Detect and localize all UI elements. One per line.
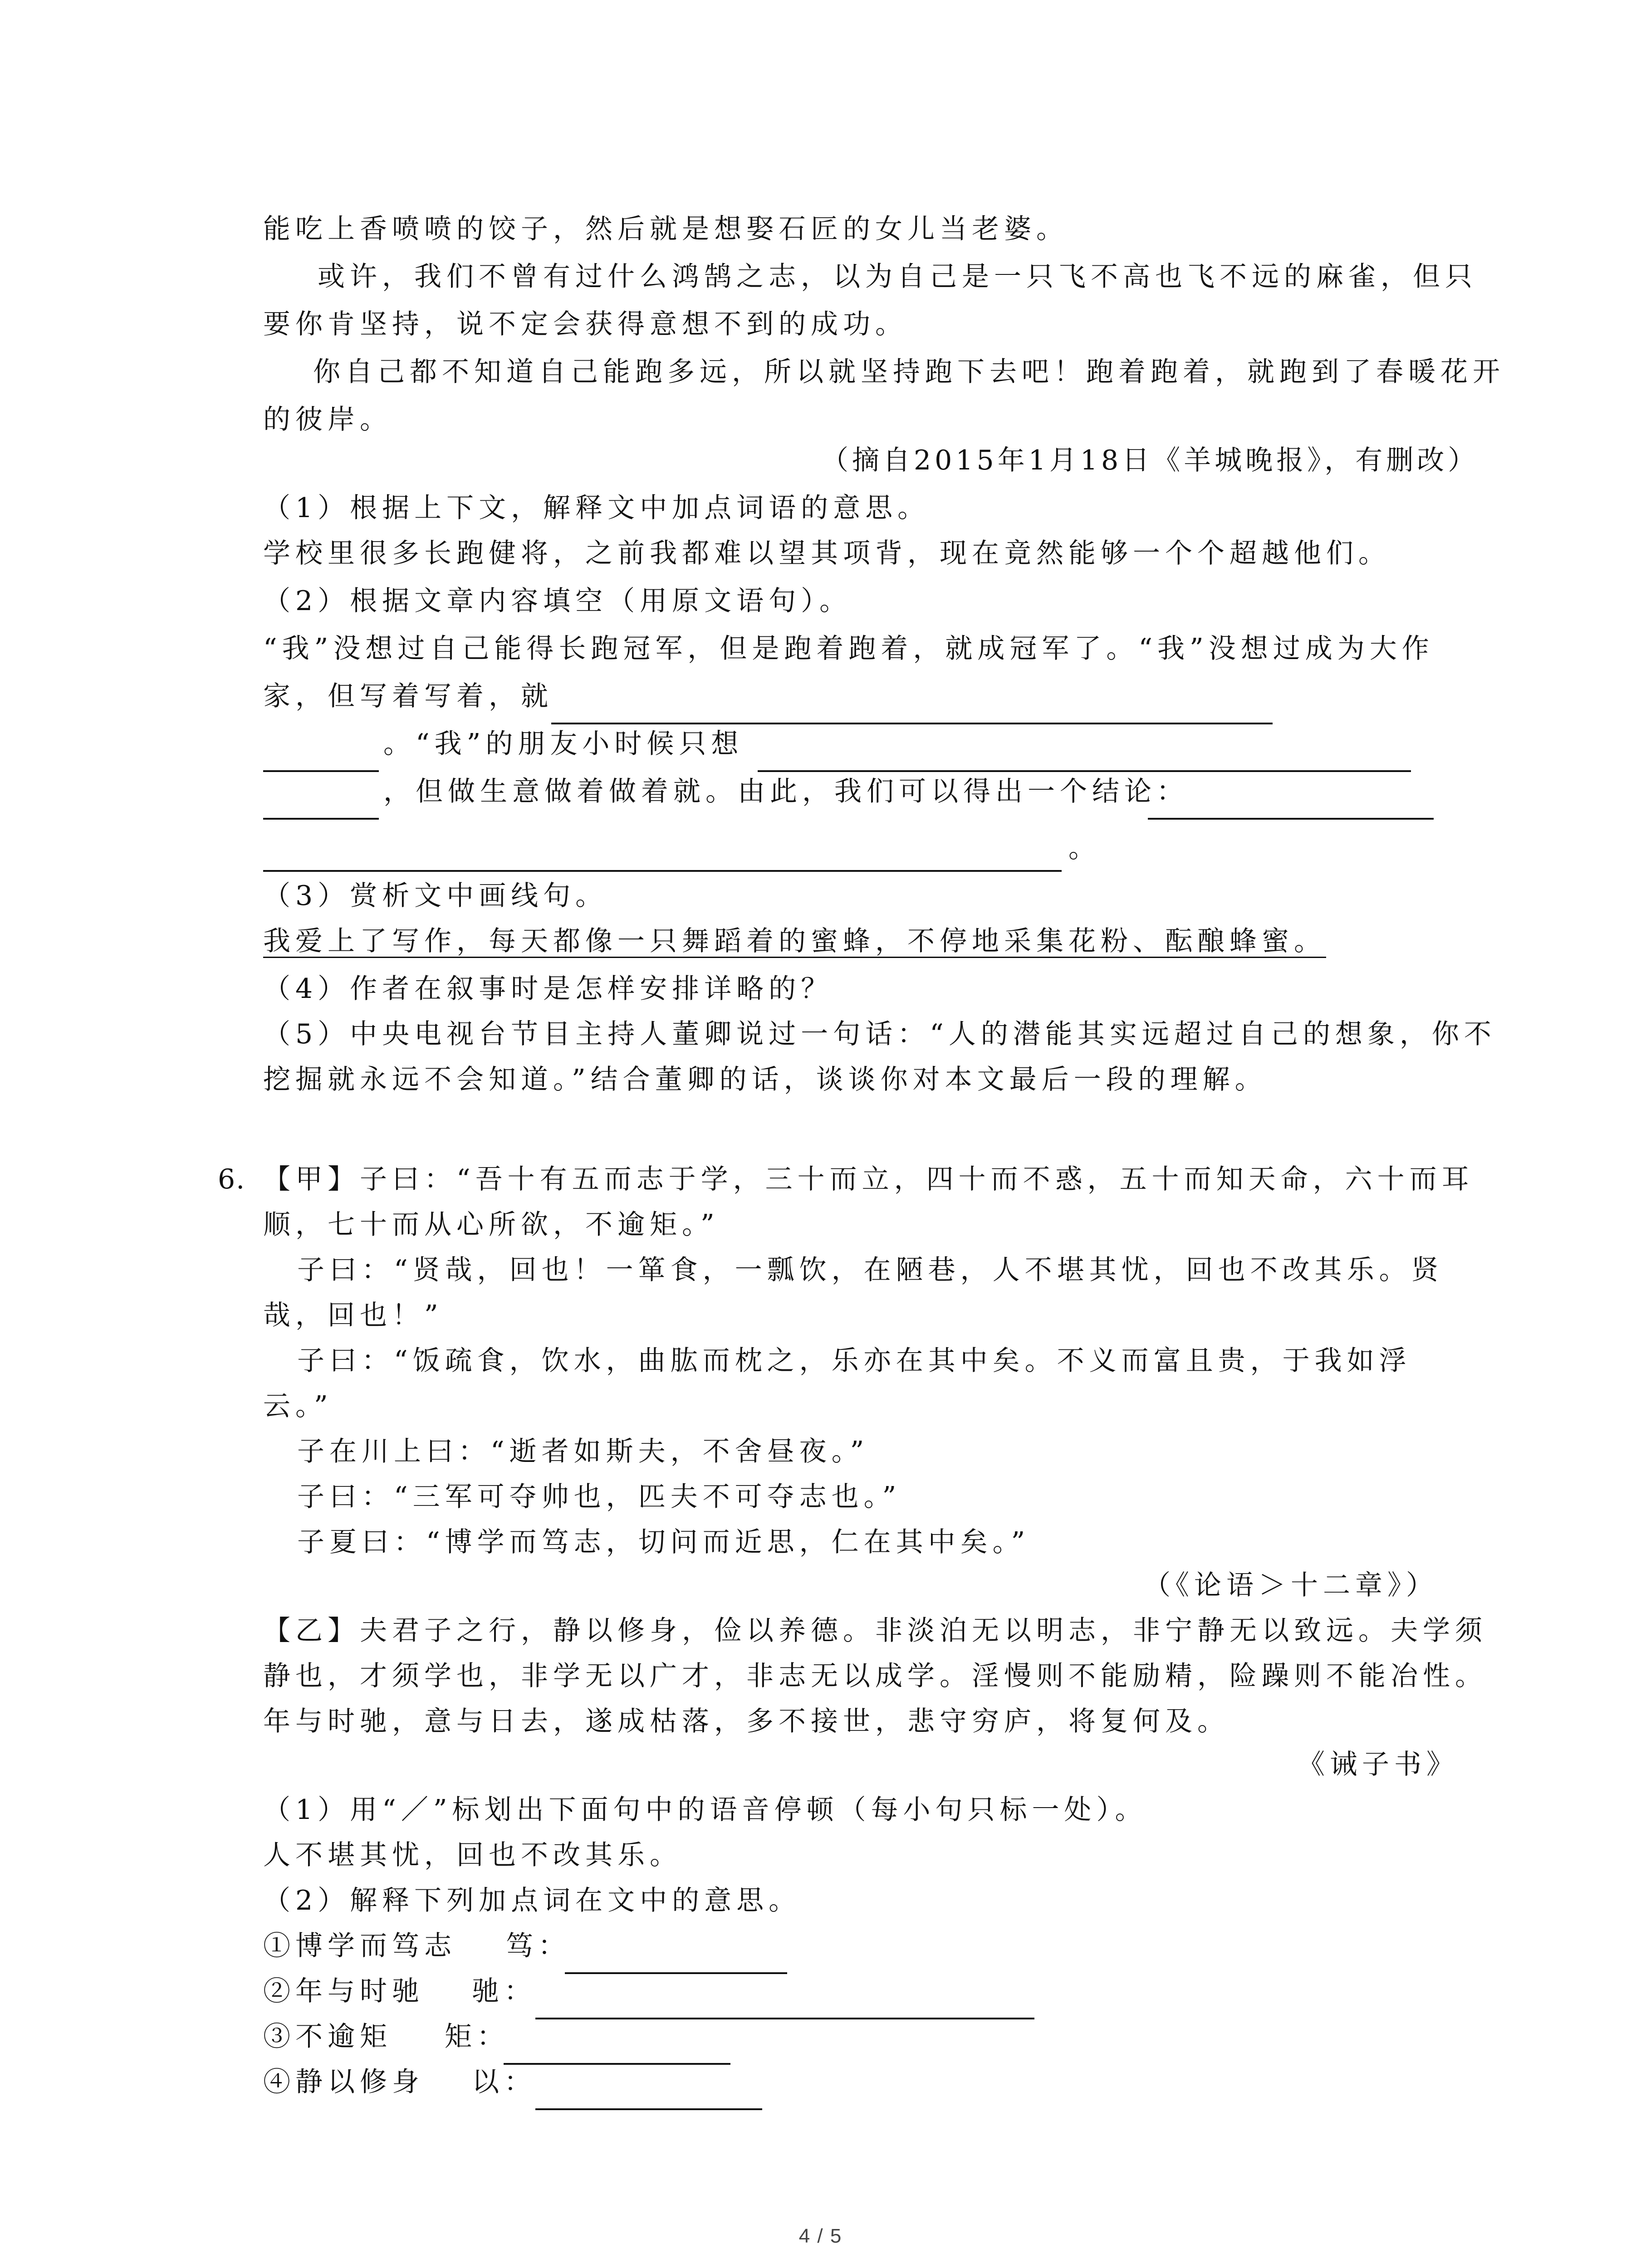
vocab-word: 以： xyxy=(472,2066,536,2098)
answer-blank[interactable] xyxy=(1148,792,1434,820)
question-5-2-text: 。“我”的朋友小时候只想 xyxy=(383,728,744,760)
vocab-word: 笃： xyxy=(506,1930,570,1962)
classical-text-jia: 子曰：“三军可夺帅也，匹夫不可夺志也。” xyxy=(297,1481,901,1513)
passage-line: 你自己都不知道自己能跑多远，所以就坚持跑下去吧！跑着跑着，就跑到了春暖花开 xyxy=(313,356,1505,388)
underlined-sentence: 我爱上了写作，每天都像一只舞蹈着的蜜蜂，不停地采集花粉、酝酿蜂蜜。 xyxy=(263,925,1326,957)
yi-source: 《诫子书》 xyxy=(1298,1749,1459,1780)
passage-line: 或许，我们不曾有过什么鸿鹄之志，以为自己是一只飞不高也飞不远的麻雀，但只 xyxy=(318,261,1477,293)
classical-text-yi: 【乙】夫君子之行，静以修身，俭以养德。非淡泊无以明志，非宁静无以致远。夫学须 xyxy=(263,1615,1487,1647)
question-5-2-text: 家，但写着写着，就 xyxy=(263,680,553,712)
question-5-2-text: 。 xyxy=(1068,832,1101,864)
answer-blank[interactable] xyxy=(758,744,1411,772)
vocab-word: 矩： xyxy=(445,2021,509,2053)
classical-text-jia: 【甲】子曰：“吾十有五而志于学，三十而立，四十而不惑，五十而知天命，六十而耳 xyxy=(263,1163,1474,1195)
answer-blank[interactable] xyxy=(551,696,1273,724)
classical-text-jia: 子曰：“饭疏食，饮水，曲肱而枕之，乐亦在其中矣。不义而富且贵，于我如浮 xyxy=(297,1345,1411,1377)
vocab-item: ③不逾矩 xyxy=(263,2021,392,2053)
passage-line: 的彼岸。 xyxy=(263,404,392,435)
page-number: 4 / 5 xyxy=(798,2225,843,2247)
question-5-5: 挖掘就永远不会知道。”结合董卿的话，谈谈你对本文最后一段的理解。 xyxy=(263,1064,1267,1095)
question-5-1: （1）根据上下文，解释文中加点词语的意思。 xyxy=(263,492,930,524)
question-5-3: （3）赏析文中画线句。 xyxy=(263,880,608,912)
passage-source: （摘自2015年1月18日《羊城晚报》，有删改） xyxy=(821,445,1479,476)
passage-line: 要你肯坚持，说不定会获得意想不到的成功。 xyxy=(263,308,907,340)
answer-blank[interactable] xyxy=(263,744,379,772)
classical-text-yi: 年与时驰，意与日去，遂成枯落，多不接世，悲守穷庐，将复何及。 xyxy=(263,1706,1230,1737)
answer-blank[interactable] xyxy=(565,1946,787,1974)
vocab-item: ②年与时驰 xyxy=(263,1975,424,2007)
question-5-2-text: “我”没想过自己能得长跑冠军，但是跑着跑着，就成冠军了。“我”没想过成为大作 xyxy=(263,633,1434,665)
vocab-word: 驰： xyxy=(472,1975,536,2007)
question-5-2-text: ，但做生意做着做着就。由此，我们可以得出一个结论： xyxy=(383,776,1189,807)
classical-text-jia: 子在川上曰：“逝者如斯夫，不舍昼夜。” xyxy=(297,1436,869,1467)
question-6-2: （2）解释下列加点词在文中的意思。 xyxy=(263,1885,801,1916)
question-6-number: 6. xyxy=(218,1163,246,1195)
answer-blank[interactable] xyxy=(263,792,379,820)
answer-blank[interactable] xyxy=(504,2037,730,2065)
answer-blank[interactable] xyxy=(535,2082,762,2110)
question-5-5: （5）中央电视台节目主持人董卿说过一句话：“人的潜能其实远超过自己的想象，你不 xyxy=(263,1018,1496,1050)
passage-line: 能吃上香喷喷的饺子，然后就是想娶石匠的女儿当老婆。 xyxy=(263,213,1068,245)
classical-text-jia: 哉，回也！” xyxy=(263,1300,443,1331)
jia-source: （《论语＞十二章》） xyxy=(1143,1569,1438,1601)
classical-text-jia: 顺，七十而从心所欲，不逾矩。” xyxy=(263,1209,720,1241)
classical-text-jia: 子夏曰：“博学而笃志，切问而近思，仁在其中矣。” xyxy=(297,1526,1030,1558)
vocab-item: ④静以修身 xyxy=(263,2066,424,2098)
question-6-1-sentence: 人不堪其忧，回也不改其乐。 xyxy=(263,1839,682,1871)
question-6-1: （1）用“／”标划出下面句中的语音停顿（每小句只标一处）。 xyxy=(263,1794,1147,1826)
vocab-item: ①博学而笃志 xyxy=(263,1930,456,1962)
classical-text-jia: 云。” xyxy=(263,1390,333,1422)
answer-blank[interactable] xyxy=(263,844,1062,872)
classical-text-yi: 静也，才须学也，非学无以广才，非志无以成学。淫慢则不能励精，险躁则不能冶性。 xyxy=(263,1660,1487,1692)
question-5-4: （4）作者在叙事时是怎样安排详略的？ xyxy=(263,973,833,1005)
classical-text-jia: 子曰：“贤哉，回也！一箪食，一瓢饮，在陋巷，人不堪其忧，回也不改其乐。贤 xyxy=(297,1254,1444,1286)
answer-blank[interactable] xyxy=(535,1991,1034,2019)
question-5-1-sentence: 学校里很多长跑健将，之前我都难以望其项背，现在竟然能够一个个超越他们。 xyxy=(263,538,1391,569)
question-5-2: （2）根据文章内容填空（用原文语句）。 xyxy=(263,585,852,617)
